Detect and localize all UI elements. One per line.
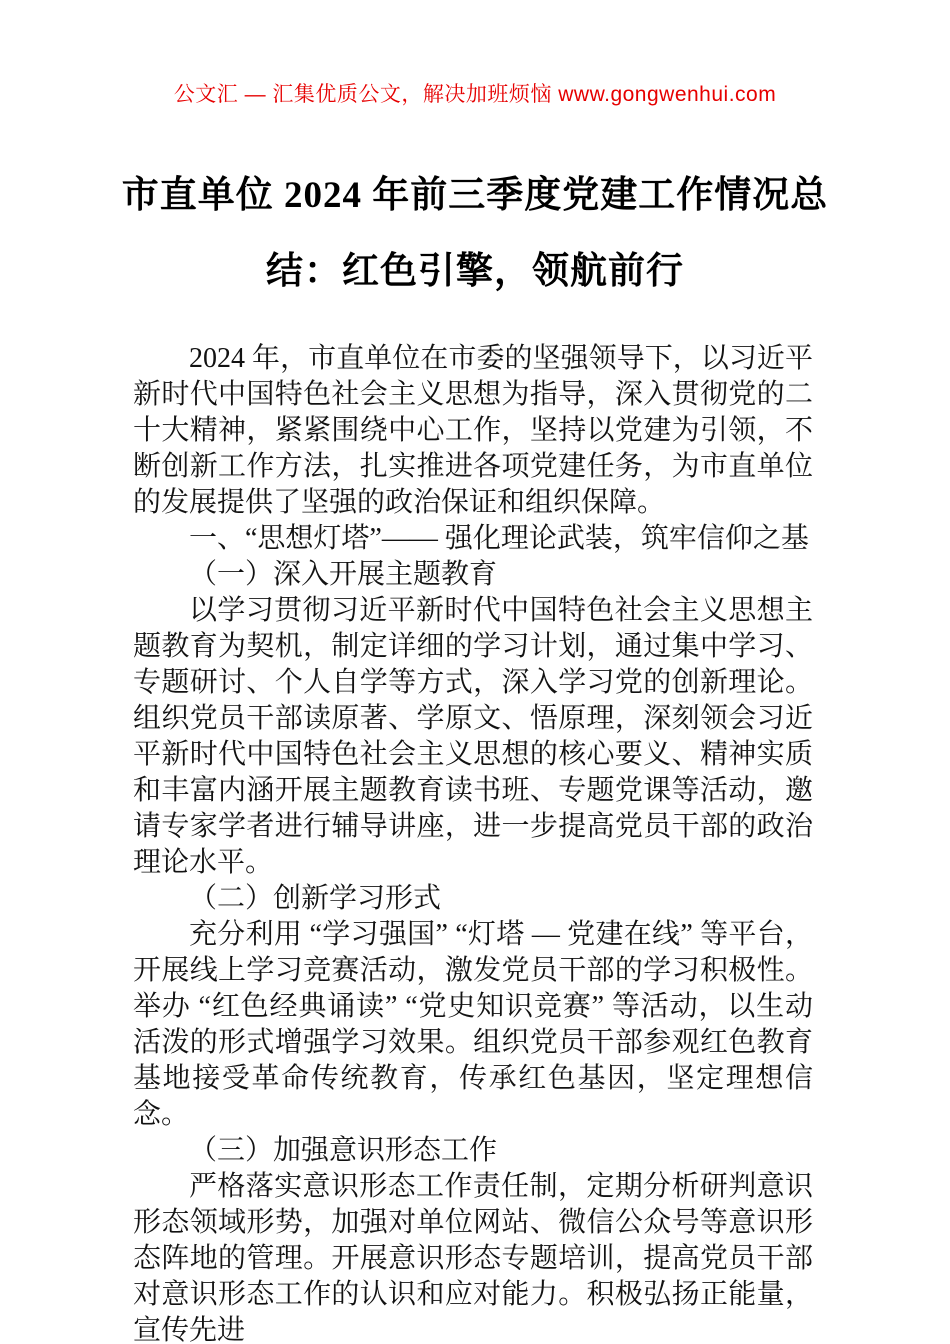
document-title-line-2: 结：红色引擎，领航前行: [266, 251, 684, 292]
intro-paragraph: 2024 年，市直单位在市委的坚强领导下，以习近平新时代中国特色社会主义思想为指导，深入贯彻党的二十大精神，紧紧围绕中心工作，坚持以党建为引领，不断创新工作方法，扎实推进各项党建任务，为市直单位的发展提供了坚强的政治保证和组织保障。: [133, 343, 813, 518]
document-title-line-1: 市直单位 2024 年前三季度党建工作情况总: [121, 175, 829, 216]
section-1-heading: 一、“思想灯塔”—— 强化理论武装，筑牢信仰之基: [189, 523, 809, 554]
subsection-2-heading: （二）创新学习形式: [189, 883, 442, 914]
subsection-3-heading: （三）加强意识形态工作: [189, 1135, 498, 1166]
document-body: [133, 341, 813, 1344]
document-title: [0, 158, 950, 310]
subsection-1-heading: （一）深入开展主题教育: [189, 559, 498, 590]
subsection-2-paragraph: 充分利用 “学习强国” “灯塔 — 党建在线” 等平台，开展线上学习竞赛活动，激发党员干部的学习积极性。举办 “红色经典诵读” “党史知识竞赛” 等活动，以生动活泼的形式增强学习效果。组织党员干部参观红色教育基地接受革命传统教育，传承红色基因，坚定理想信念。: [133, 919, 813, 1130]
site-banner: 公文汇 — 汇集优质公文，解决加班烦恼 www.gongwenhui.com: [173, 83, 777, 106]
subsection-1-paragraph: 以学习贯彻习近平新时代中国特色社会主义思想主题教育为契机，制定详细的学习计划，通过集中学习、专题研讨、个人自学等方式，深入学习党的创新理论。组织党员干部读原著、学原文、悟原理，深刻领会习近平新时代中国特色社会主义思想的核心要义、精神实质和丰富内涵开展主题教育读书班、专题党课等活动，邀请专家学者进行辅导讲座，进一步提高党员干部的政治理论水平。: [133, 595, 813, 878]
subsection-3-paragraph: 严格落实意识形态工作责任制，定期分析研判意识形态领域形势，加强对单位网站、微信公众号等意识形态阵地的管理。开展意识形态专题培训，提高党员干部对意识形态工作的认识和应对能力。积极弘扬正能量，宣传先进: [133, 1171, 813, 1344]
